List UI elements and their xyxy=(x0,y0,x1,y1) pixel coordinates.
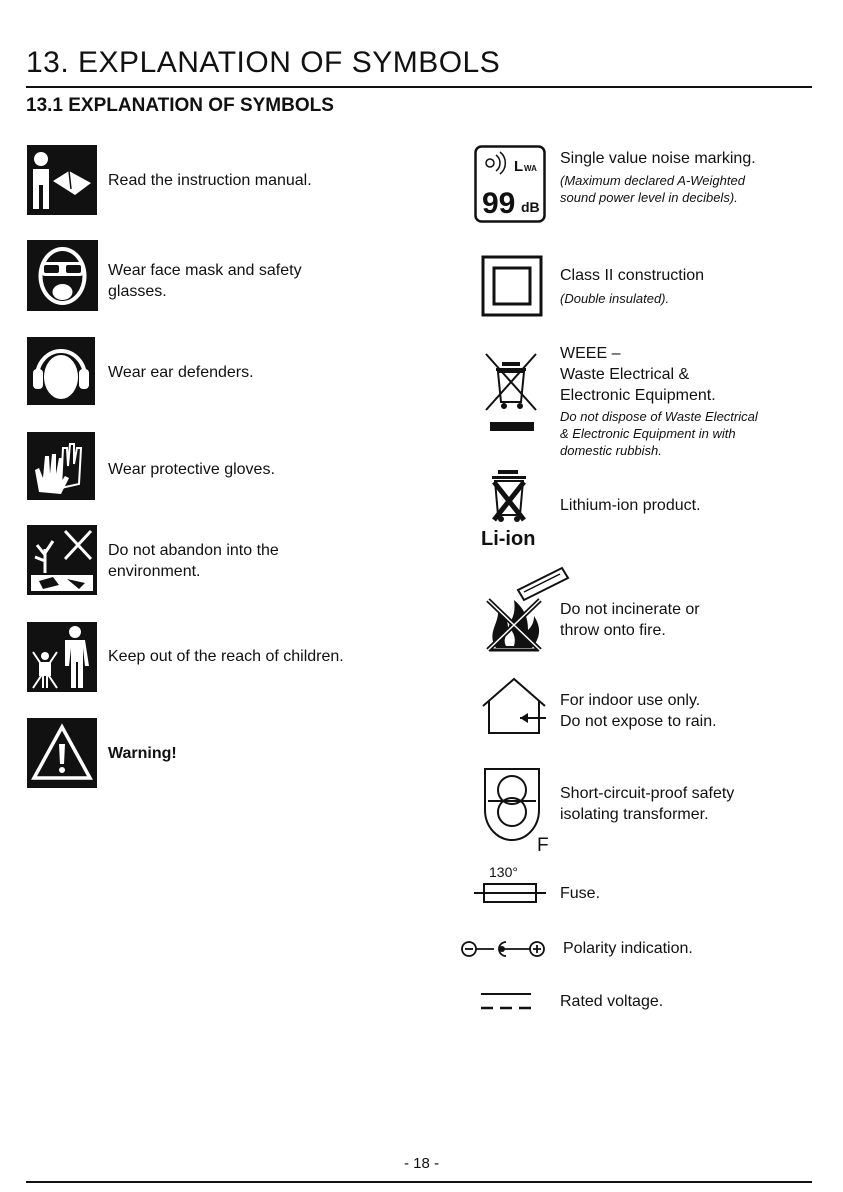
transformer-label-line: Short-circuit-proof safety xyxy=(560,785,735,802)
weee-label xyxy=(560,343,716,406)
li-ion-bin-icon xyxy=(484,466,534,526)
li-ion-logo: Li-ion xyxy=(481,528,536,550)
fire-label xyxy=(560,599,700,641)
indoor-label xyxy=(560,690,717,732)
weee-note-line: & Electronic Equipment in with xyxy=(560,426,736,441)
noise-lwa-text: L xyxy=(514,158,524,175)
indoor-use-icon xyxy=(480,676,548,736)
class-ii-note: (Double insulated). xyxy=(560,291,670,306)
manual-label: Read the instruction manual. xyxy=(108,172,312,189)
mask-label xyxy=(108,260,302,302)
ear-label: Wear ear defenders. xyxy=(108,364,254,381)
warning-icon xyxy=(27,718,97,788)
ear-defenders-icon xyxy=(27,337,95,405)
noise-note-line: (Maximum declared A-Weighted xyxy=(560,173,745,188)
weee-bin-icon xyxy=(480,350,542,434)
page-title: 13. EXPLANATION OF SYMBOLS xyxy=(26,46,501,79)
class-ii-label: Class II construction xyxy=(560,267,705,284)
fire-label-line: Do not incinerate or xyxy=(560,601,700,618)
weee-note xyxy=(560,408,758,459)
class-ii-icon xyxy=(481,255,543,317)
mask-label-line: glasses. xyxy=(108,283,167,300)
no-fire-icon xyxy=(482,560,572,656)
transformer-letter: F xyxy=(537,835,549,856)
environment-icon xyxy=(27,525,97,595)
noise-marking-icon xyxy=(474,145,546,223)
weee-note-line: Do not dispose of Waste Electrical xyxy=(560,409,758,424)
children-label: Keep out of the reach of children. xyxy=(108,648,344,665)
environment-label-line: environment. xyxy=(108,563,201,580)
gloves-label: Wear protective gloves. xyxy=(108,461,275,478)
fuse-temperature: 130° xyxy=(489,864,518,880)
transformer-label-line: isolating transformer. xyxy=(560,806,709,823)
weee-label-line: Electronic Equipment. xyxy=(560,387,716,404)
face-mask-icon xyxy=(27,240,98,311)
noise-lwa-subscript: WA xyxy=(524,164,537,173)
weee-label-line: WEEE – xyxy=(560,345,621,362)
noise-note-line: sound power level in decibels). xyxy=(560,190,738,205)
environment-label xyxy=(108,540,279,582)
transformer-icon xyxy=(482,766,542,844)
polarity-label: Polarity indication. xyxy=(563,940,693,957)
children-icon xyxy=(27,622,97,692)
environment-label-line: Do not abandon into the xyxy=(108,542,279,559)
footer-rule xyxy=(26,1181,812,1183)
indoor-label-line: For indoor use only. xyxy=(560,692,701,709)
weee-note-line: domestic rubbish. xyxy=(560,443,662,458)
section-heading: 13.1 EXPLANATION OF SYMBOLS xyxy=(26,95,334,116)
voltage-label: Rated voltage. xyxy=(560,993,664,1010)
warning-label: Warning! xyxy=(108,745,177,762)
title-rule xyxy=(26,86,812,88)
noise-value: 99 xyxy=(482,187,516,220)
indoor-label-line: Do not expose to rain. xyxy=(560,713,717,730)
fuse-label: Fuse. xyxy=(560,885,601,902)
noise-unit: dB xyxy=(521,199,540,215)
weee-label-line: Waste Electrical & xyxy=(560,366,690,383)
transformer-label xyxy=(560,783,734,825)
polarity-icon xyxy=(458,938,548,960)
read-manual-icon xyxy=(27,145,97,215)
noise-note xyxy=(560,172,745,206)
fuse-icon xyxy=(474,880,546,906)
noise-label: Single value noise marking. xyxy=(560,150,756,167)
page-number: - 18 - xyxy=(403,1155,439,1172)
li-ion-label: Lithium-ion product. xyxy=(560,497,701,514)
fire-label-line: throw onto fire. xyxy=(560,622,666,639)
dc-voltage-icon xyxy=(480,990,532,1012)
mask-label-line: Wear face mask and safety xyxy=(108,262,302,279)
gloves-icon xyxy=(27,432,95,500)
